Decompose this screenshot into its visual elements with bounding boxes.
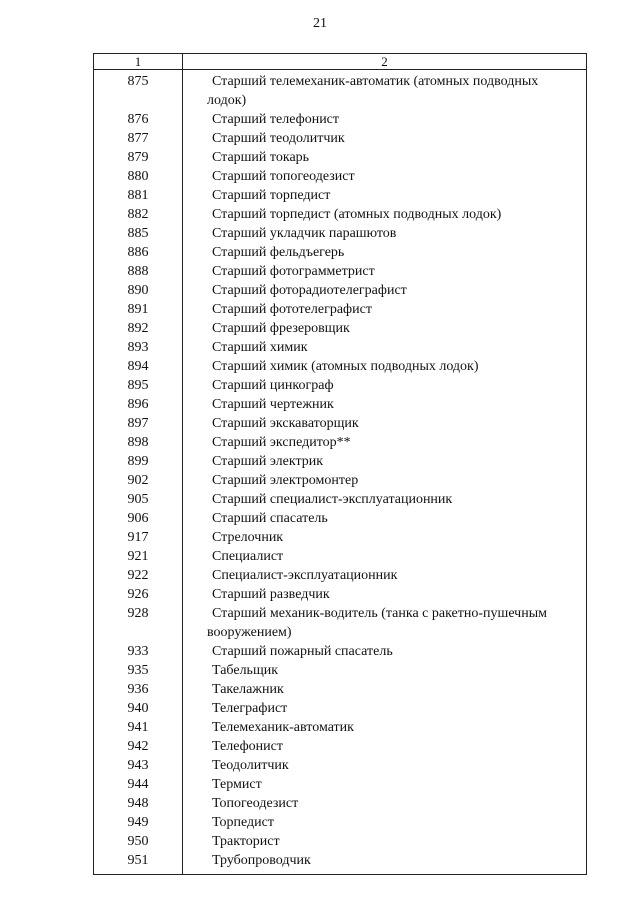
- row-code: 942: [127, 739, 149, 754]
- row-code: 948: [127, 796, 149, 811]
- table-row: [94, 338, 586, 357]
- row-profession-name: Стрелочник: [212, 530, 284, 545]
- row-code: 880: [127, 169, 149, 184]
- table-row: [94, 357, 586, 376]
- column-header-number: 1: [134, 54, 142, 69]
- row-profession-name: Телемеханик-автоматик: [212, 720, 354, 735]
- table-row: [94, 72, 586, 110]
- row-profession-name: Старший фоторадиотелеграфист: [212, 283, 407, 298]
- table-row: [94, 642, 586, 661]
- row-code: 902: [127, 473, 149, 488]
- row-profession-name: Старший экскаваторщик: [212, 416, 359, 431]
- page-number: 21: [313, 16, 327, 31]
- table-row: [94, 262, 586, 281]
- table-row: [94, 205, 586, 224]
- row-code: 876: [127, 112, 149, 127]
- row-profession-name: Старший электрик: [212, 454, 324, 469]
- row-profession-name: Специалист: [212, 549, 284, 564]
- row-profession-name: Старший фотограмметрист: [212, 264, 375, 279]
- row-code: 885: [127, 226, 149, 241]
- row-profession-name: Старший торпедист (атомных подводных лодок): [212, 207, 502, 222]
- column-header-name: 2: [381, 54, 388, 69]
- table-row: [94, 452, 586, 471]
- row-code: 879: [127, 150, 149, 165]
- table-row: [94, 604, 586, 642]
- row-code: 898: [127, 435, 149, 450]
- row-code: 922: [127, 568, 149, 583]
- table-row: [94, 737, 586, 756]
- table-row: [94, 471, 586, 490]
- row-code: 950: [127, 834, 149, 849]
- row-profession-name: Старший фототелеграфист: [212, 302, 372, 317]
- table-row: [94, 148, 586, 167]
- row-code: 891: [127, 302, 149, 317]
- row-profession-name: Теодолитчик: [212, 758, 289, 773]
- table-row: [94, 129, 586, 148]
- table-row: [94, 414, 586, 433]
- table-body: [94, 70, 586, 874]
- row-profession-name: Старший экспедитор**: [212, 435, 351, 450]
- row-profession-name: Старший укладчик парашютов: [212, 226, 397, 241]
- table-row: [94, 186, 586, 205]
- row-profession-name: Старший специалист-эксплуатационник: [212, 492, 453, 507]
- table-row: [94, 319, 586, 338]
- table-row: [94, 718, 586, 737]
- row-code: 888: [127, 264, 149, 279]
- row-code: 926: [127, 587, 149, 602]
- table-row: [94, 756, 586, 775]
- table-row: [94, 851, 586, 870]
- row-code: 892: [127, 321, 149, 336]
- table-row: [94, 376, 586, 395]
- row-code: 936: [127, 682, 149, 697]
- row-profession-name: Телеграфист: [212, 701, 288, 716]
- table-row: [94, 110, 586, 129]
- row-profession-name: Трубопроводчик: [212, 853, 311, 868]
- row-code: 905: [127, 492, 149, 507]
- row-profession-name: Старший токарь: [212, 150, 310, 165]
- table-row: [94, 490, 586, 509]
- row-code: 899: [127, 454, 149, 469]
- row-code: 882: [127, 207, 149, 222]
- row-code: 933: [127, 644, 149, 659]
- row-code: 917: [127, 530, 149, 545]
- table-row: [94, 813, 586, 832]
- row-code: 896: [127, 397, 149, 412]
- row-profession-name: Старший торпедист: [212, 188, 331, 203]
- table-row: [94, 699, 586, 718]
- row-code: 881: [127, 188, 149, 203]
- table-header: [94, 54, 586, 70]
- row-profession-name: Старший теодолитчик: [212, 131, 345, 146]
- table-row: [94, 281, 586, 300]
- row-profession-name: Старший фрезеровщик: [212, 321, 350, 336]
- row-code: 949: [127, 815, 149, 830]
- row-code: 886: [127, 245, 149, 260]
- row-code: 928: [127, 606, 149, 621]
- table-row: [94, 509, 586, 528]
- table-row: [94, 433, 586, 452]
- row-profession-name: Такелажник: [212, 682, 284, 697]
- row-profession-name: Старший электромонтер: [212, 473, 359, 488]
- row-profession-name: Старший топогеодезист: [212, 169, 355, 184]
- table-row: [94, 547, 586, 566]
- row-profession-name: Старший чертежник: [212, 397, 334, 412]
- table-row: [94, 300, 586, 319]
- table-row: [94, 680, 586, 699]
- row-code: 941: [127, 720, 149, 735]
- table-row: [94, 832, 586, 851]
- row-profession-name: Старший спасатель: [212, 511, 328, 526]
- row-code: 921: [127, 549, 149, 564]
- row-profession-name: Термист: [212, 777, 262, 792]
- row-profession-name: Торпедист: [212, 815, 274, 830]
- row-code: 897: [127, 416, 149, 431]
- row-profession-name: Старший химик (атомных подводных лодок): [212, 359, 479, 374]
- row-profession-name: Тракторист: [212, 834, 280, 849]
- row-code: 935: [127, 663, 149, 678]
- row-profession-name: Специалист-эксплуатационник: [212, 568, 398, 583]
- row-code: 893: [127, 340, 149, 355]
- table-row: [94, 243, 586, 262]
- row-code: 940: [127, 701, 149, 716]
- profession-table: [93, 53, 587, 875]
- row-profession-name: Телефонист: [212, 739, 283, 754]
- table-row: [94, 794, 586, 813]
- table-row: [94, 167, 586, 186]
- row-code: 894: [127, 359, 149, 374]
- row-code: 877: [127, 131, 149, 146]
- table-row: [94, 566, 586, 585]
- row-profession-name: Старший механик-водитель (танка с ракетно-пушечным вооружением): [207, 606, 547, 640]
- table-row: [94, 775, 586, 794]
- row-profession-name: Старший разведчик: [212, 587, 330, 602]
- row-code: 943: [127, 758, 149, 773]
- row-profession-name: Старший цинкограф: [212, 378, 334, 393]
- row-code: 951: [127, 853, 149, 868]
- row-profession-name: Старший телемеханик-автоматик (атомных подводных лодок): [207, 74, 539, 108]
- row-code: 906: [127, 511, 149, 526]
- table-row: [94, 585, 586, 604]
- row-code: 890: [127, 283, 149, 298]
- row-code: 875: [127, 74, 149, 89]
- table-row: [94, 528, 586, 547]
- row-profession-name: Старший химик: [212, 340, 308, 355]
- table-row: [94, 661, 586, 680]
- row-profession-name: Табельщик: [212, 663, 279, 678]
- table-row: [94, 395, 586, 414]
- row-profession-name: Старший фельдъегерь: [212, 245, 345, 260]
- row-code: 944: [127, 777, 149, 792]
- row-profession-name: Старший телефонист: [212, 112, 340, 127]
- row-profession-name: Топогеодезист: [212, 796, 299, 811]
- row-profession-name: Старший пожарный спасатель: [212, 644, 393, 659]
- row-code: 895: [127, 378, 149, 393]
- table-row: [94, 224, 586, 243]
